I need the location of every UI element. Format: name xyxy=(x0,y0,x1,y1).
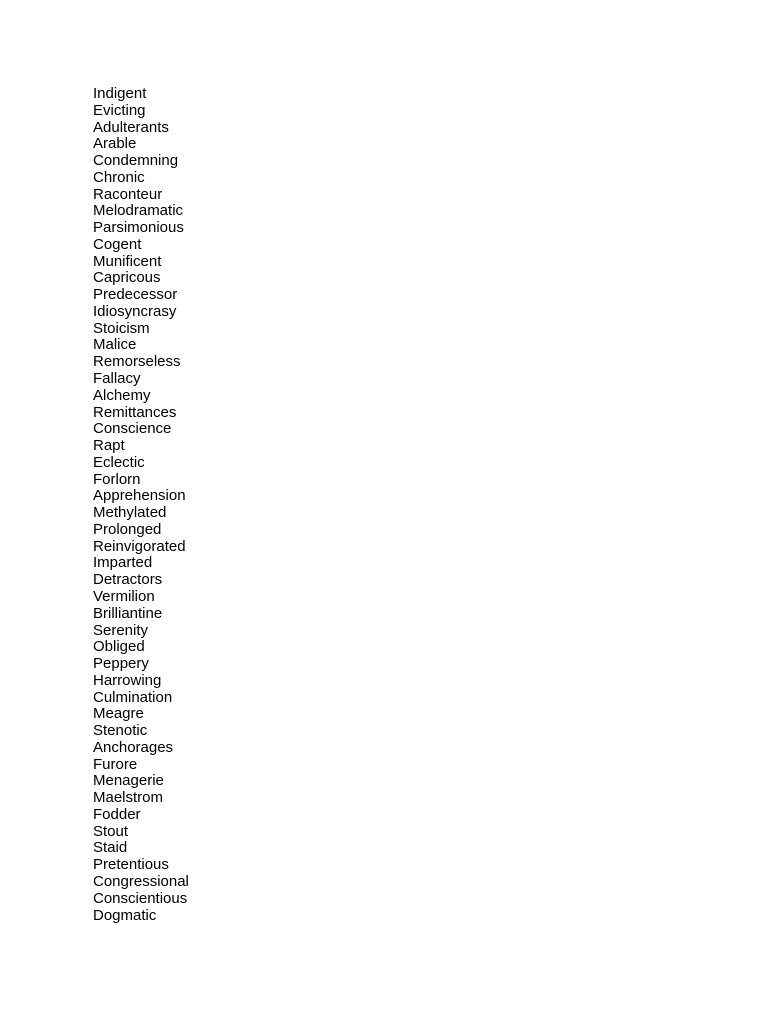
list-item: Congressional xyxy=(93,872,189,890)
list-item: Vermilion xyxy=(93,587,155,605)
list-item: Forlorn xyxy=(93,470,141,488)
list-item: Adulterants xyxy=(93,118,169,136)
list-item: Reinvigorated xyxy=(93,537,186,555)
list-item: Parsimonious xyxy=(93,219,184,237)
list-item: Arable xyxy=(93,135,137,153)
list-item: Idiosyncrasy xyxy=(93,302,177,320)
list-item: Malice xyxy=(93,336,137,354)
list-item: Stoicism xyxy=(93,319,150,337)
list-item: Evicting xyxy=(93,101,146,119)
list-item: Furore xyxy=(93,755,138,773)
list-item: Fodder xyxy=(93,805,141,823)
list-item: Alchemy xyxy=(93,386,151,404)
list-item: Eclectic xyxy=(93,453,145,471)
list-item: Stout xyxy=(93,822,129,840)
list-item: Anchorages xyxy=(93,738,174,756)
list-item: Remorseless xyxy=(93,353,181,371)
list-item: Remittances xyxy=(93,403,177,421)
list-item: Meagre xyxy=(93,705,144,723)
list-item: Conscientious xyxy=(93,889,188,907)
list-item: Chronic xyxy=(93,168,145,186)
list-item: Obliged xyxy=(93,638,145,656)
list-item: Harrowing xyxy=(93,671,162,689)
list-item: Peppery xyxy=(93,655,149,673)
list-item: Brilliantine xyxy=(93,604,163,622)
list-item: Serenity xyxy=(93,621,149,639)
list-item: Detractors xyxy=(93,571,163,589)
list-item: Apprehension xyxy=(93,487,186,505)
list-item: Condemning xyxy=(93,152,179,170)
list-item: Imparted xyxy=(93,554,153,572)
list-item: Conscience xyxy=(93,420,172,438)
word-list xyxy=(93,86,189,924)
list-item: Menagerie xyxy=(93,772,164,790)
list-item: Methylated xyxy=(93,504,167,522)
list-item: Indigent xyxy=(93,85,147,102)
list-item: Culmination xyxy=(93,688,173,706)
list-item: Maelstrom xyxy=(93,789,164,807)
list-item: Cogent xyxy=(93,235,142,253)
list-item: Melodramatic xyxy=(93,202,184,220)
list-item: Predecessor xyxy=(93,286,178,304)
list-item: Pretentious xyxy=(93,856,169,874)
list-item: Fallacy xyxy=(93,370,141,388)
list-item: Prolonged xyxy=(93,520,162,538)
list-item: Stenotic xyxy=(93,722,148,740)
list-item: Raconteur xyxy=(93,185,163,203)
list-item: Dogmatic xyxy=(93,906,157,924)
list-item: Rapt xyxy=(93,437,125,455)
list-item: Staid xyxy=(93,839,128,857)
list-item: Capricous xyxy=(93,269,161,287)
list-item: Munificent xyxy=(93,252,162,270)
